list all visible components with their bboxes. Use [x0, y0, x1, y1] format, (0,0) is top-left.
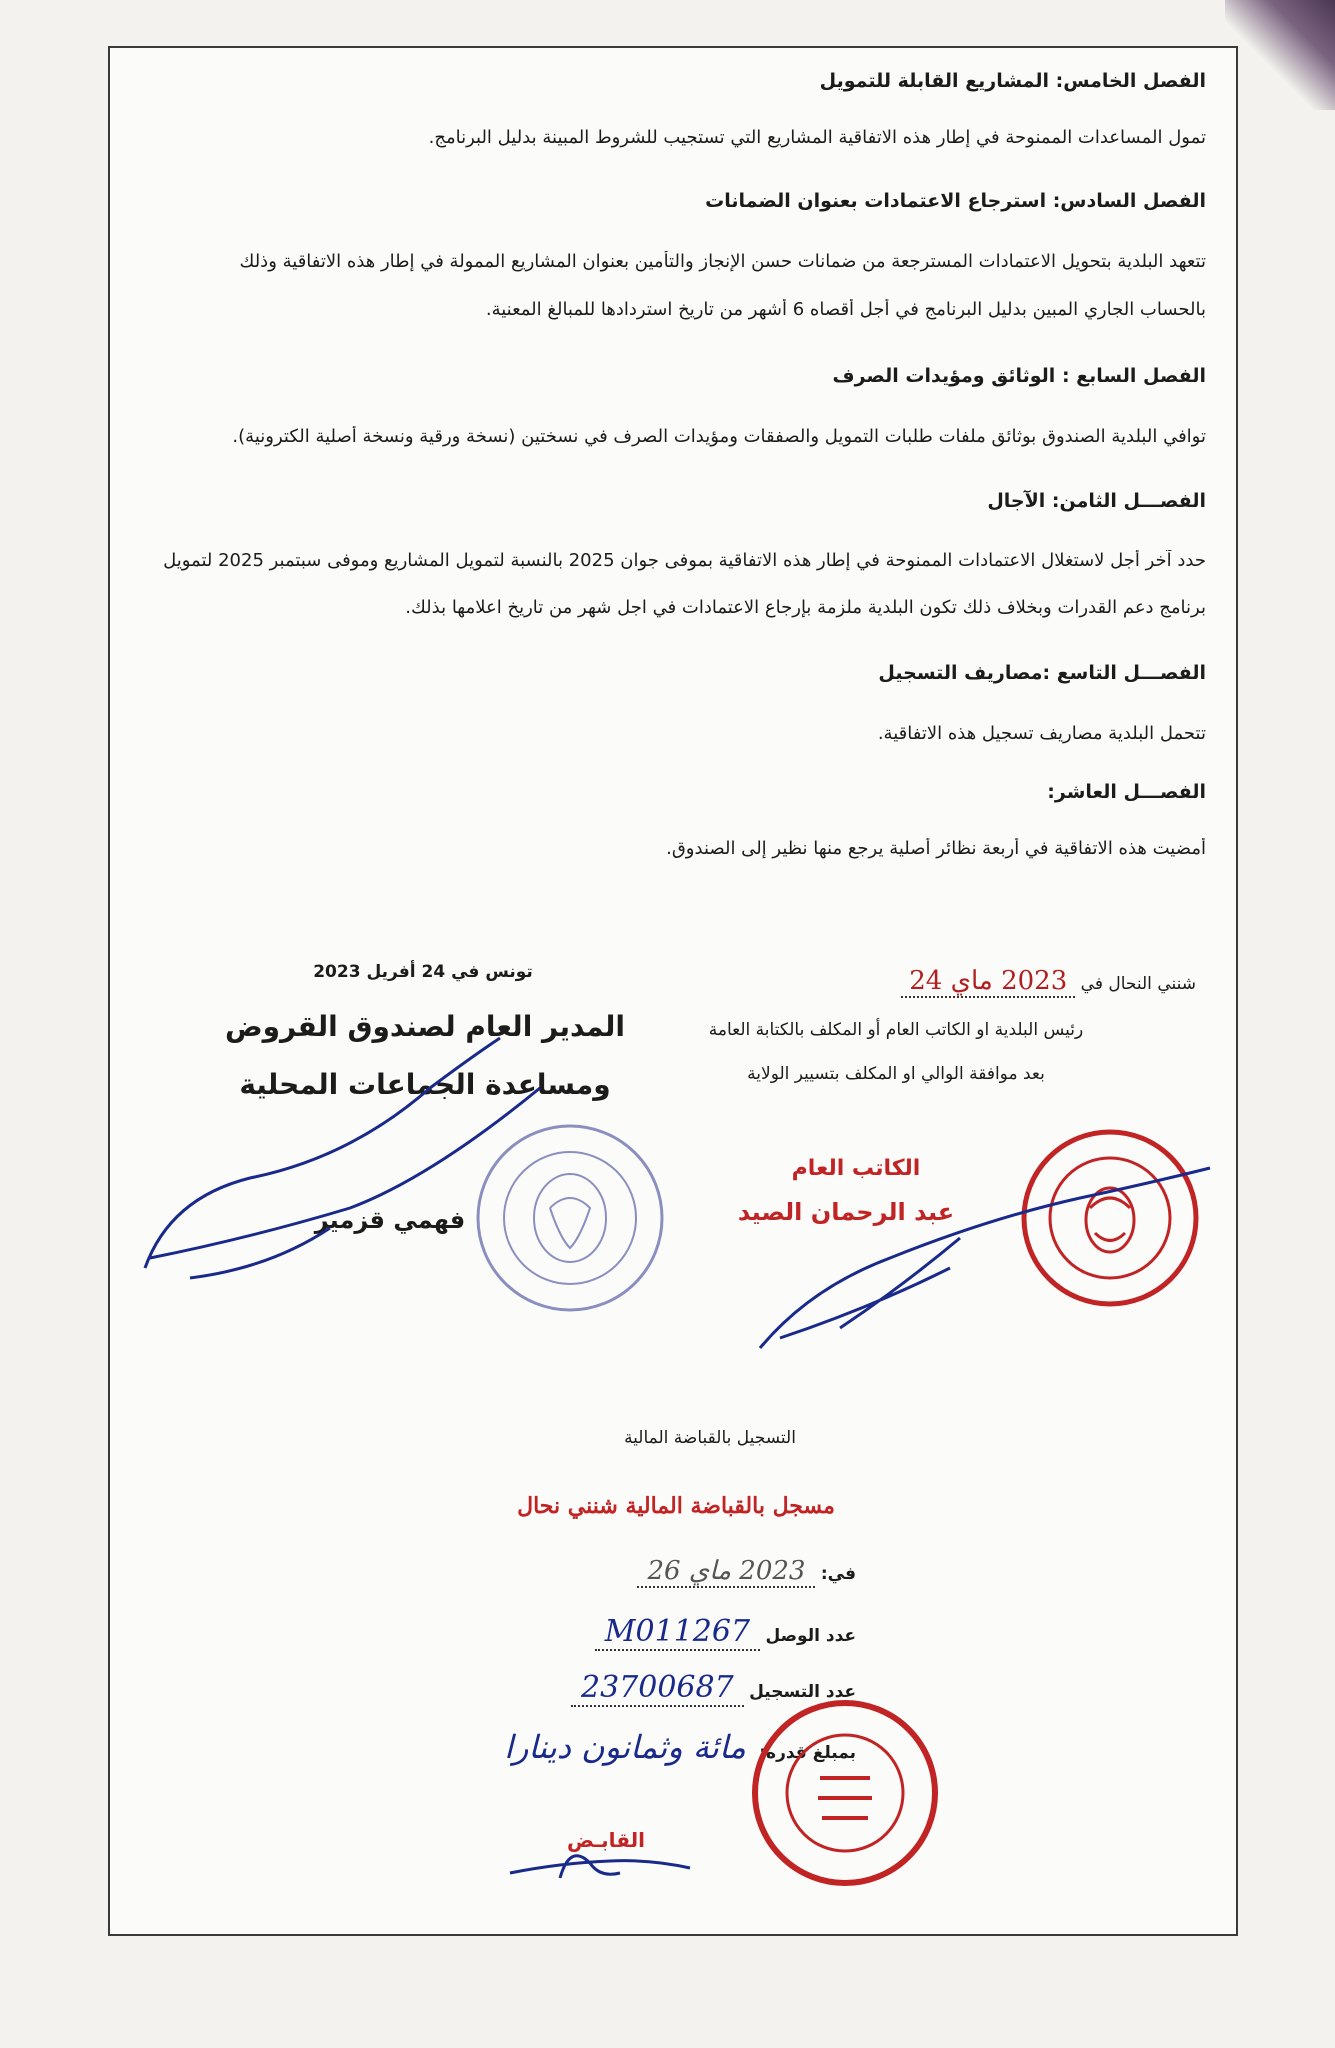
secretary-general-title: الكاتب العام: [791, 1156, 921, 1181]
secretary-general-name: عبد الرحمان الصيد: [737, 1198, 955, 1226]
article-5-heading: الفصل الخامس: المشاريع القابلة للتمويل: [819, 70, 1206, 92]
director-name: فهمي قزمير: [314, 1206, 466, 1234]
director-title-2: ومساعدة الجماعات المحلية: [239, 1068, 611, 1101]
registration-number-label: عدد التسجيل: [749, 1682, 856, 1702]
registration-title: التسجيل بالقباضة المالية: [624, 1428, 796, 1448]
article-9-heading: الفصـــل التاسع :مصاريف التسجيل: [878, 662, 1206, 684]
article-5-text: تمول المساعدات الممنوحة في إطار هذه الاتفاقية المشاريع التي تستجيب للشروط المبينة بدليل البرنامج.: [428, 127, 1206, 148]
receipt-row: [416, 1614, 856, 1651]
finance-red-seal: [750, 1698, 940, 1888]
municipality-place-label: شنني النحال في: [1080, 974, 1196, 994]
article-6-text-1: تتعهد البلدية بتحويل الاعتمادات المسترجعة من ضمانات حسن الإنجاز والتأمين بعنوان المشاريع الممولة في إطار هذه الاتفاقية وذلك: [239, 251, 1206, 272]
article-9-text: تتحمل البلدية مصاريف تسجيل هذه الاتفاقية.: [877, 723, 1206, 744]
collector-signature: [500, 1833, 700, 1893]
document-page: [108, 46, 1238, 1936]
article-8-heading: الفصـــل الثامن: الآجال: [987, 490, 1206, 512]
registration-date-row: [416, 1556, 856, 1588]
article-10-text: أمضيت هذه الاتفاقية في أربعة نظائر أصلية يرجع منها نظير إلى الصندوق.: [666, 838, 1206, 859]
municipality-title-line-2: بعد موافقة الوالي او المكلف بتسيير الولاية: [747, 1064, 1045, 1084]
director-title-1: المدير العام لصندوق القروض: [224, 1010, 626, 1043]
registration-number-value: 23700687: [571, 1670, 744, 1707]
registration-stamp-line: مسجل بالقباضة المالية شنني نحال: [517, 1493, 835, 1519]
article-7-text: توافي البلدية الصندوق بوثائق ملفات طلبات التمويل والصفقات ومؤيدات الصرف في نسختين (نسخة ورقية ونسخة أصلية الكترونية).: [232, 426, 1206, 447]
article-8-text-2: برنامج دعم القدرات وبخلاف ذلك تكون البلدية ملزمة بإرجاع الاعتمادات في اجل شهر من تاريخ اعلامها بذلك.: [405, 597, 1206, 618]
article-7-heading: الفصل السابع : الوثائق ومؤيدات الصرف: [832, 365, 1206, 387]
director-place-date: تونس في 24 أفريل 2023: [313, 962, 533, 982]
article-8-text-1: حدد آخر أجل لاستغلال الاعتمادات الممنوحة في إطار هذه الاتفاقية بموفى جوان 2025 بالنسبة لتمويل المشاريع وموفى سبتمبر 2025 لتمويل: [163, 550, 1206, 571]
municipality-title-line-1: رئيس البلدية او الكاتب العام أو المكلف بالكتابة العامة: [708, 1020, 1084, 1040]
page-corner-shadow: [1225, 0, 1335, 110]
registration-date-value: 2023 ماي 26: [637, 1556, 815, 1588]
municipality-date-handwritten: 2023 ماي 24: [901, 966, 1075, 998]
receipt-label: عدد الوصل: [765, 1626, 856, 1646]
secretary-signature: [750, 1138, 1220, 1358]
municipality-date-line: [776, 966, 1196, 998]
amount-label: بمبلغ قدره:: [759, 1743, 856, 1763]
article-10-heading: الفصـــل العاشر:: [1047, 781, 1206, 803]
article-6-text-2: بالحساب الجاري المبين بدليل البرنامج في أجل أقصاه 6 أشهر من تاريخ استردادها للمبالغ المعنية.: [485, 299, 1206, 320]
amount-value: مائة وثمانون دينارا: [504, 1728, 746, 1766]
director-signature: [130, 1028, 550, 1288]
registration-date-label: في:: [820, 1564, 856, 1584]
receipt-value: M011267: [595, 1614, 760, 1651]
article-6-heading: الفصل السادس: استرجاع الاعتمادات بعنوان الضمانات: [705, 190, 1206, 212]
collector-label: القابـض: [567, 1828, 645, 1852]
